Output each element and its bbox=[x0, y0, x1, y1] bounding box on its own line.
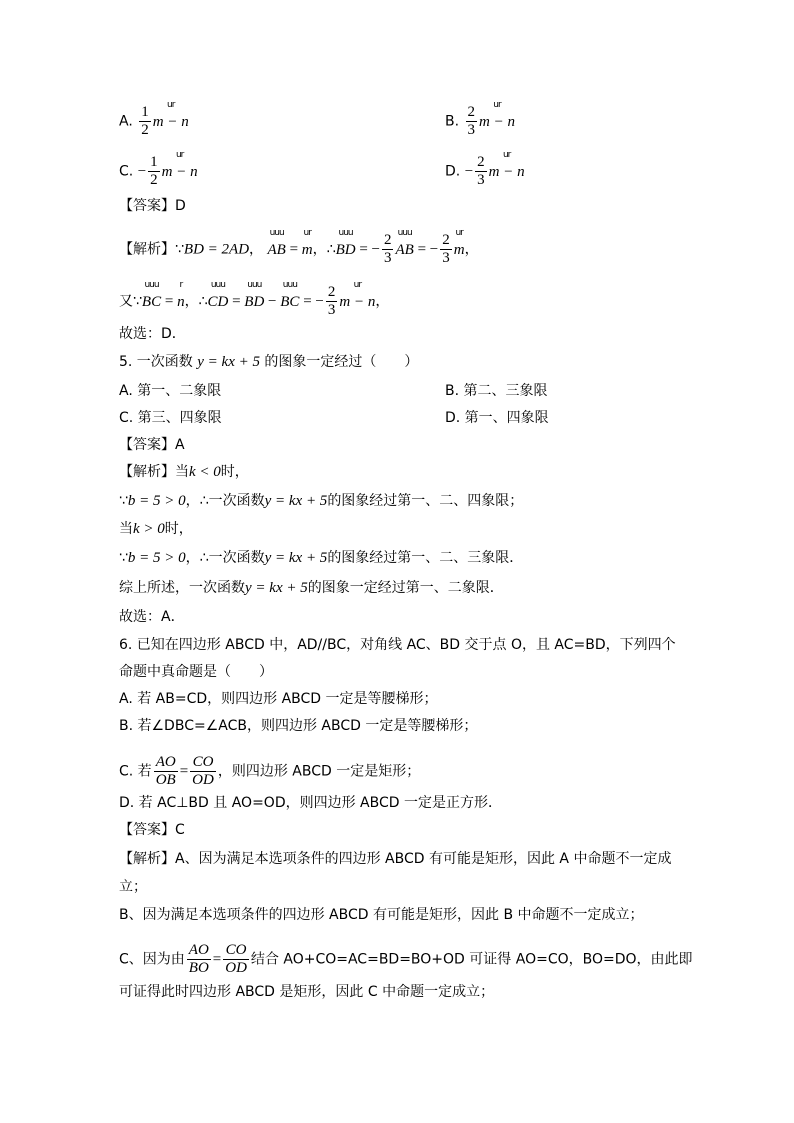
vector-expression: ur m − n bbox=[152, 99, 189, 130]
option-label: C. bbox=[119, 163, 134, 180]
analysis-line: 【解析】当k < 0时， bbox=[119, 464, 249, 480]
fraction: $\frac{1}{2}$ bbox=[141, 104, 149, 138]
option-label: D. bbox=[445, 163, 461, 180]
option-b: B. 第二、三象限 bbox=[445, 383, 548, 399]
vector-expression: ur m − n bbox=[161, 149, 198, 180]
analysis-line: 【解析】A、因为满足本选项条件的四边形 ABCD 有可能是矩形，因此 A 中命题不一定成 bbox=[119, 851, 672, 867]
option-d: D. 若 AC⊥BD 且 AO=OD，则四边形 ABCD 一定是正方形． bbox=[119, 795, 502, 811]
analysis-line: C、因为由 $\frac{AO}{BO}$ = $\frac{CO}{OD}$ 结合 AO+CO=AC=BD=BO+OD 可证得 AO=CO，BO=DO，由此即 bbox=[119, 942, 693, 976]
option-c: C. 第三、四象限 bbox=[119, 410, 222, 426]
answer: 【答案】A bbox=[119, 437, 185, 453]
option-c: C. 若 $\frac{AO}{OB}$ = $\frac{CO}{OD}$ ，则四边形 ABCD 一定是矩形； bbox=[119, 754, 421, 788]
option-a: A. 第一、二象限 bbox=[119, 383, 222, 399]
fraction: $\frac{1}{2}$ bbox=[150, 154, 158, 188]
option-c: C. − $\frac{1}{2}$ ur m − n bbox=[119, 149, 198, 188]
analysis-line: 又∵ uuu BC = r n，∴ uuu CD = uuu BD − uuu BC = − $\frac{2}{3}$ ur m − n， bbox=[119, 279, 390, 318]
fraction: $\frac{2}{3}$ bbox=[467, 104, 476, 138]
analysis-line: B、因为满足本选项条件的四边形 ABCD 有可能是矩形，因此 B 中命题不一定成立； bbox=[119, 907, 644, 923]
answer: 【答案】C bbox=[119, 822, 185, 838]
option-a bbox=[119, 99, 189, 139]
analysis-line: 综上所述，一次函数y = kx + 5的图象一定经过第一、二象限． bbox=[119, 580, 504, 596]
option-a: A. 若 AB=CD，则四边形 ABCD 一定是等腰梯形； bbox=[119, 691, 438, 707]
analysis-line: ∵b = 5 > 0，∴一次函数y = kx + 5的图象经过第一、二、三象限． bbox=[119, 550, 524, 566]
fraction: $\frac{CO}{OD}$ bbox=[192, 754, 214, 788]
question-stem: 命题中真命题是（ ） bbox=[119, 664, 273, 680]
analysis-line: 【解析】∵BD = 2AD， uuu AB = ur m，∴ uuu BD = − $\frac{2}{3}$ uuu AB = − $\frac{2}{3}$ ur m， bbox=[119, 227, 479, 266]
analysis-line: 当k > 0时， bbox=[119, 521, 193, 537]
option-d: D. − $\frac{2}{3}$ ur m − n bbox=[445, 149, 525, 188]
analysis-line: 立； bbox=[119, 879, 147, 895]
vector-expression: ur m − n bbox=[488, 149, 525, 180]
fraction: $\frac{CO}{OD}$ bbox=[225, 942, 247, 976]
fraction: $\frac{AO}{BO}$ bbox=[188, 942, 209, 976]
answer: 【答案】D bbox=[119, 198, 186, 214]
vector-expression: ur m − n bbox=[479, 99, 515, 130]
question-stem: 6. 已知在四边形 ABCD 中，AD//BC，对角线 AC、BD 交于点 O，且 AC=BD，下列四个 bbox=[119, 637, 676, 653]
option-b: B. 若∠DBC=∠ACB，则四边形 ABCD 一定是等腰梯形； bbox=[119, 718, 478, 734]
option-label: B. bbox=[445, 113, 460, 130]
fraction: $\frac{2}{3}$ bbox=[477, 154, 485, 188]
analysis-line: 可证得此时四边形 ABCD 是矩形，因此 C 中命题一定成立； bbox=[119, 984, 495, 1000]
option-label: A. bbox=[119, 113, 133, 130]
option-b bbox=[445, 99, 515, 139]
conclusion: 故选：A． bbox=[119, 609, 185, 625]
analysis-line: ∵b = 5 > 0，∴一次函数y = kx + 5的图象经过第一、二、四象限； bbox=[119, 493, 524, 509]
fraction: $\frac{AO}{OB}$ bbox=[155, 754, 176, 788]
conclusion: 故选：D． bbox=[119, 326, 186, 342]
option-d: D. 第一、四象限 bbox=[445, 410, 549, 426]
question-stem: 5. 一次函数 y = kx + 5 的图象一定经过（ ） bbox=[119, 354, 419, 370]
